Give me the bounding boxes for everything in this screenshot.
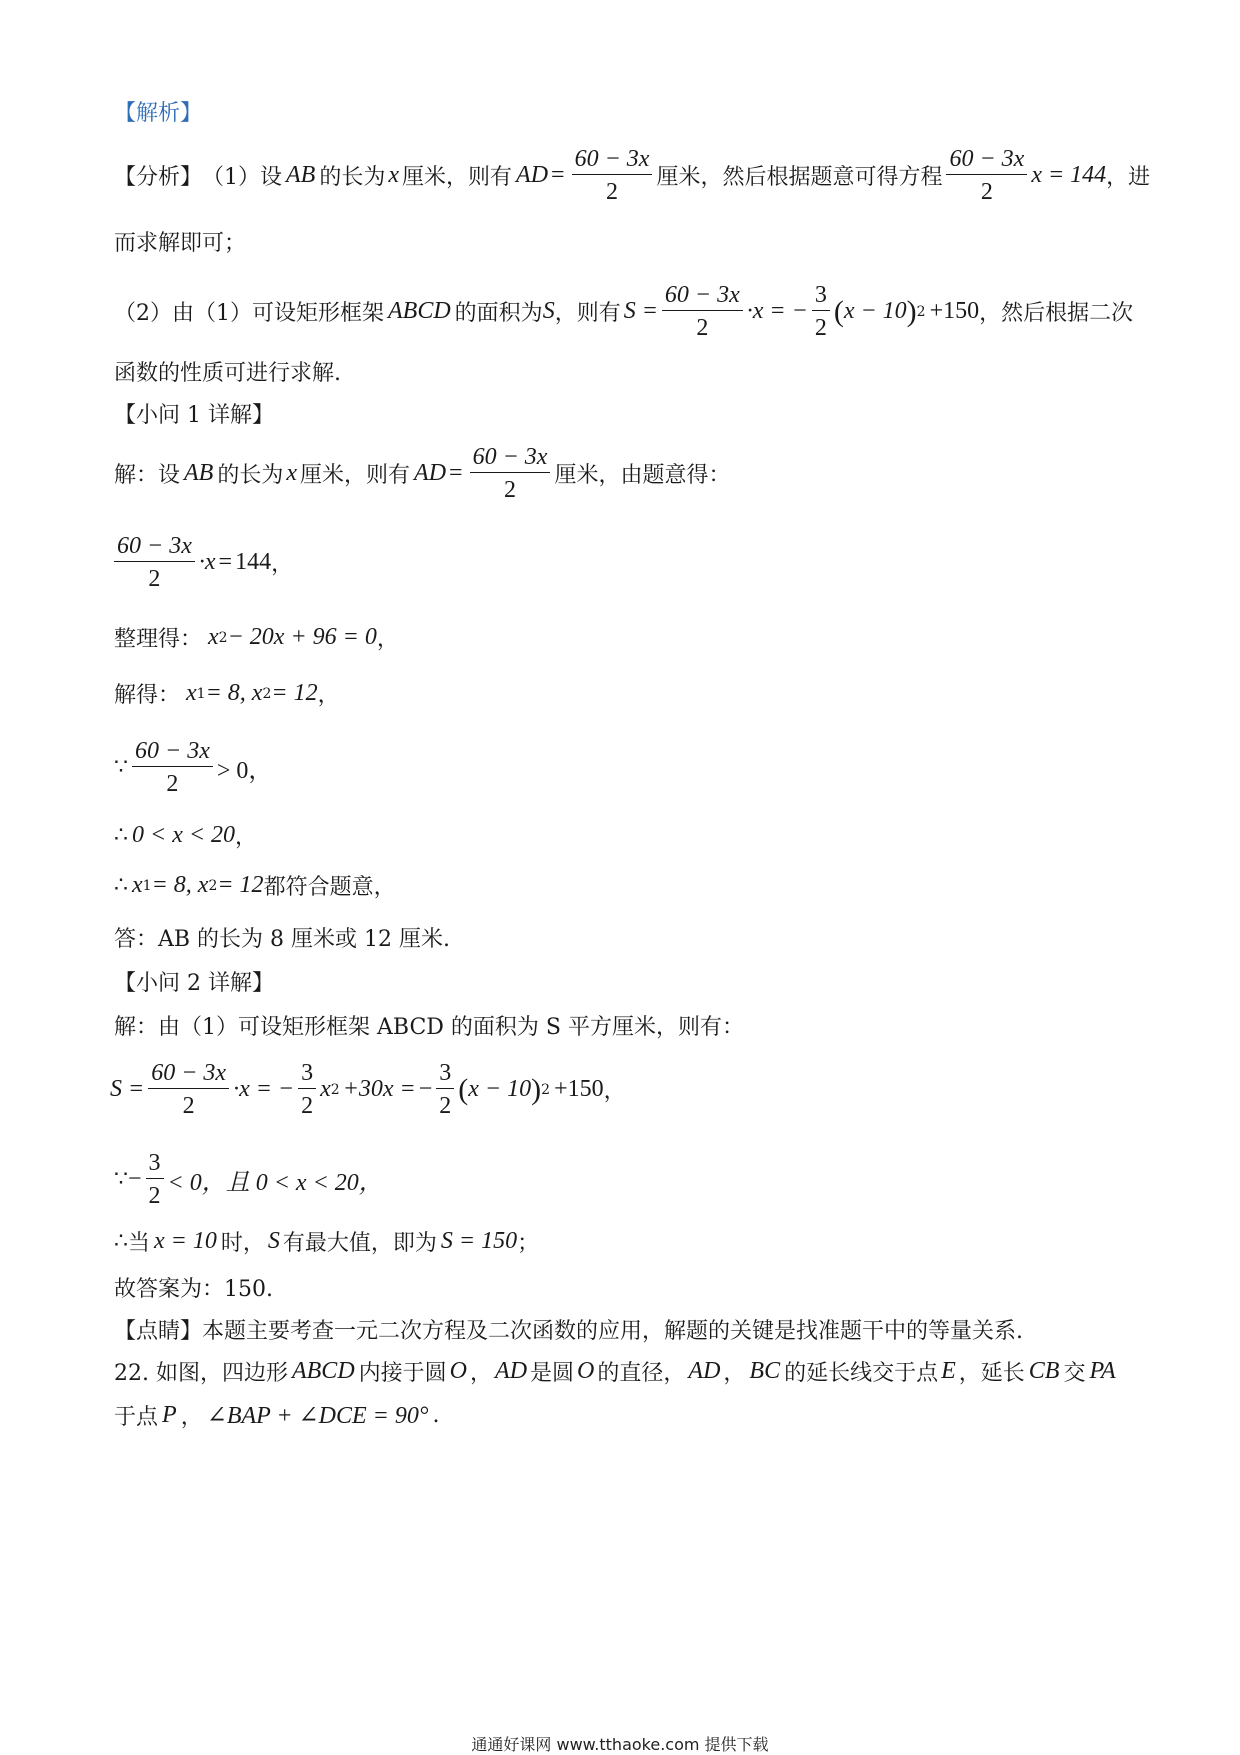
- analysis-line-2: （2）由（1）可设矩形框架 ABCD 的面积为 S ，则有 S = $\frac{60 - 3x}{2}$ ·x = − $\frac{3}{2}$ ( x − 10 ) 2 +150 ，然后根据二次: [114, 282, 1134, 342]
- fraction: $\frac{60 - 3x}{2}$: [114, 533, 195, 593]
- fraction: $\frac{3}{2}$: [298, 1060, 316, 1120]
- q1-fit: ∴ x 1 = 8, x 2 = 12 都符合题意，: [114, 872, 396, 900]
- analysis-line-1: 【分析】 （1）设 AB 的长为 x 厘米，则有 AD = $\frac{60 - 3x}{2}$ 厘米，然后根据题意可得方程 $\frac{60 - 3x}{2}$ x = 144 ，进: [114, 146, 1151, 206]
- fraction: $\frac{60 - 3x}{2}$: [132, 738, 213, 798]
- q1-solve: 解得： x 1 = 8, x 2 = 12 ，: [114, 680, 340, 708]
- fraction: $\frac{60 - 3x}{2}$: [662, 282, 743, 342]
- fraction: $\frac{60 - 3x}{2}$: [946, 146, 1027, 206]
- fraction: $\frac{3}{2}$: [146, 1150, 164, 1210]
- analysis-heading: 【解析】: [114, 101, 203, 126]
- q2-since: ∵ − $\frac{3}{2}$ < 0，且 0 < x < 20，: [114, 1150, 383, 1210]
- q1-equation: $\frac{60 - 3x}{2}$ ·x = 144 ，: [110, 533, 293, 593]
- question-22-line-2: 于点 P ， ∠BAP + ∠DCE = 90° .: [114, 1402, 440, 1430]
- fraction: $\frac{60 - 3x}{2}$: [148, 1060, 229, 1120]
- q1-answer: 答：AB 的长为 8 厘米或 12 厘米.: [114, 927, 451, 952]
- page-footer: 通通好课网 www.tthaoke.com 提供下载: [471, 1735, 769, 1754]
- q1-range: ∴ 0 < x < 20 ，: [114, 822, 258, 850]
- q1-heading: 【小问 1 详解】: [114, 403, 274, 428]
- analysis-line-2-cont: 函数的性质可进行求解.: [114, 361, 341, 386]
- fraction: $\frac{3}{2}$: [436, 1060, 454, 1120]
- q2-equation: S = $\frac{60 - 3x}{2}$ ·x = − $\frac{3}{2}$ x 2 +30x = − $\frac{3}{2}$ ( x − 10 ) 2 +150 ，: [110, 1060, 626, 1120]
- analysis-line-1-cont: 而求解即可；: [114, 231, 247, 256]
- q2-heading: 【小问 2 详解】: [114, 971, 274, 996]
- question-22-line-1: 22. 如图，四边形 ABCD 内接于圆 O ， AD 是圆 O 的直径， AD ， BC 的延长线交于点 E ，延长 CB 交 PA: [114, 1358, 1116, 1386]
- fraction: $\frac{60 - 3x}{2}$: [470, 444, 551, 504]
- q1-line-1: 解：设 AB 的长为 x 厘米，则有 AD = $\frac{60 - 3x}{2}$ 厘米，由题意得：: [114, 444, 731, 504]
- q2-max: ∴ 当 x = 10 时， S 有最大值，即为 S = 150 ；: [114, 1228, 540, 1256]
- q1-simplify: 整理得： x 2 − 20x + 96 = 0 ，: [114, 624, 399, 652]
- key-point: 【点睛】本题主要考查一元二次方程及二次函数的应用，解题的关键是找准题干中的等量关系.: [114, 1319, 1023, 1344]
- q2-final: 故答案为：150.: [114, 1277, 273, 1302]
- fraction: $\frac{60 - 3x}{2}$: [572, 146, 653, 206]
- q2-line-1: 解：由（1）可设矩形框架 ABCD 的面积为 S 平方厘米，则有：: [114, 1015, 744, 1040]
- fraction: $\frac{3}{2}$: [812, 282, 830, 342]
- q1-because: ∵ $\frac{60 - 3x}{2}$ > 0，: [114, 738, 273, 798]
